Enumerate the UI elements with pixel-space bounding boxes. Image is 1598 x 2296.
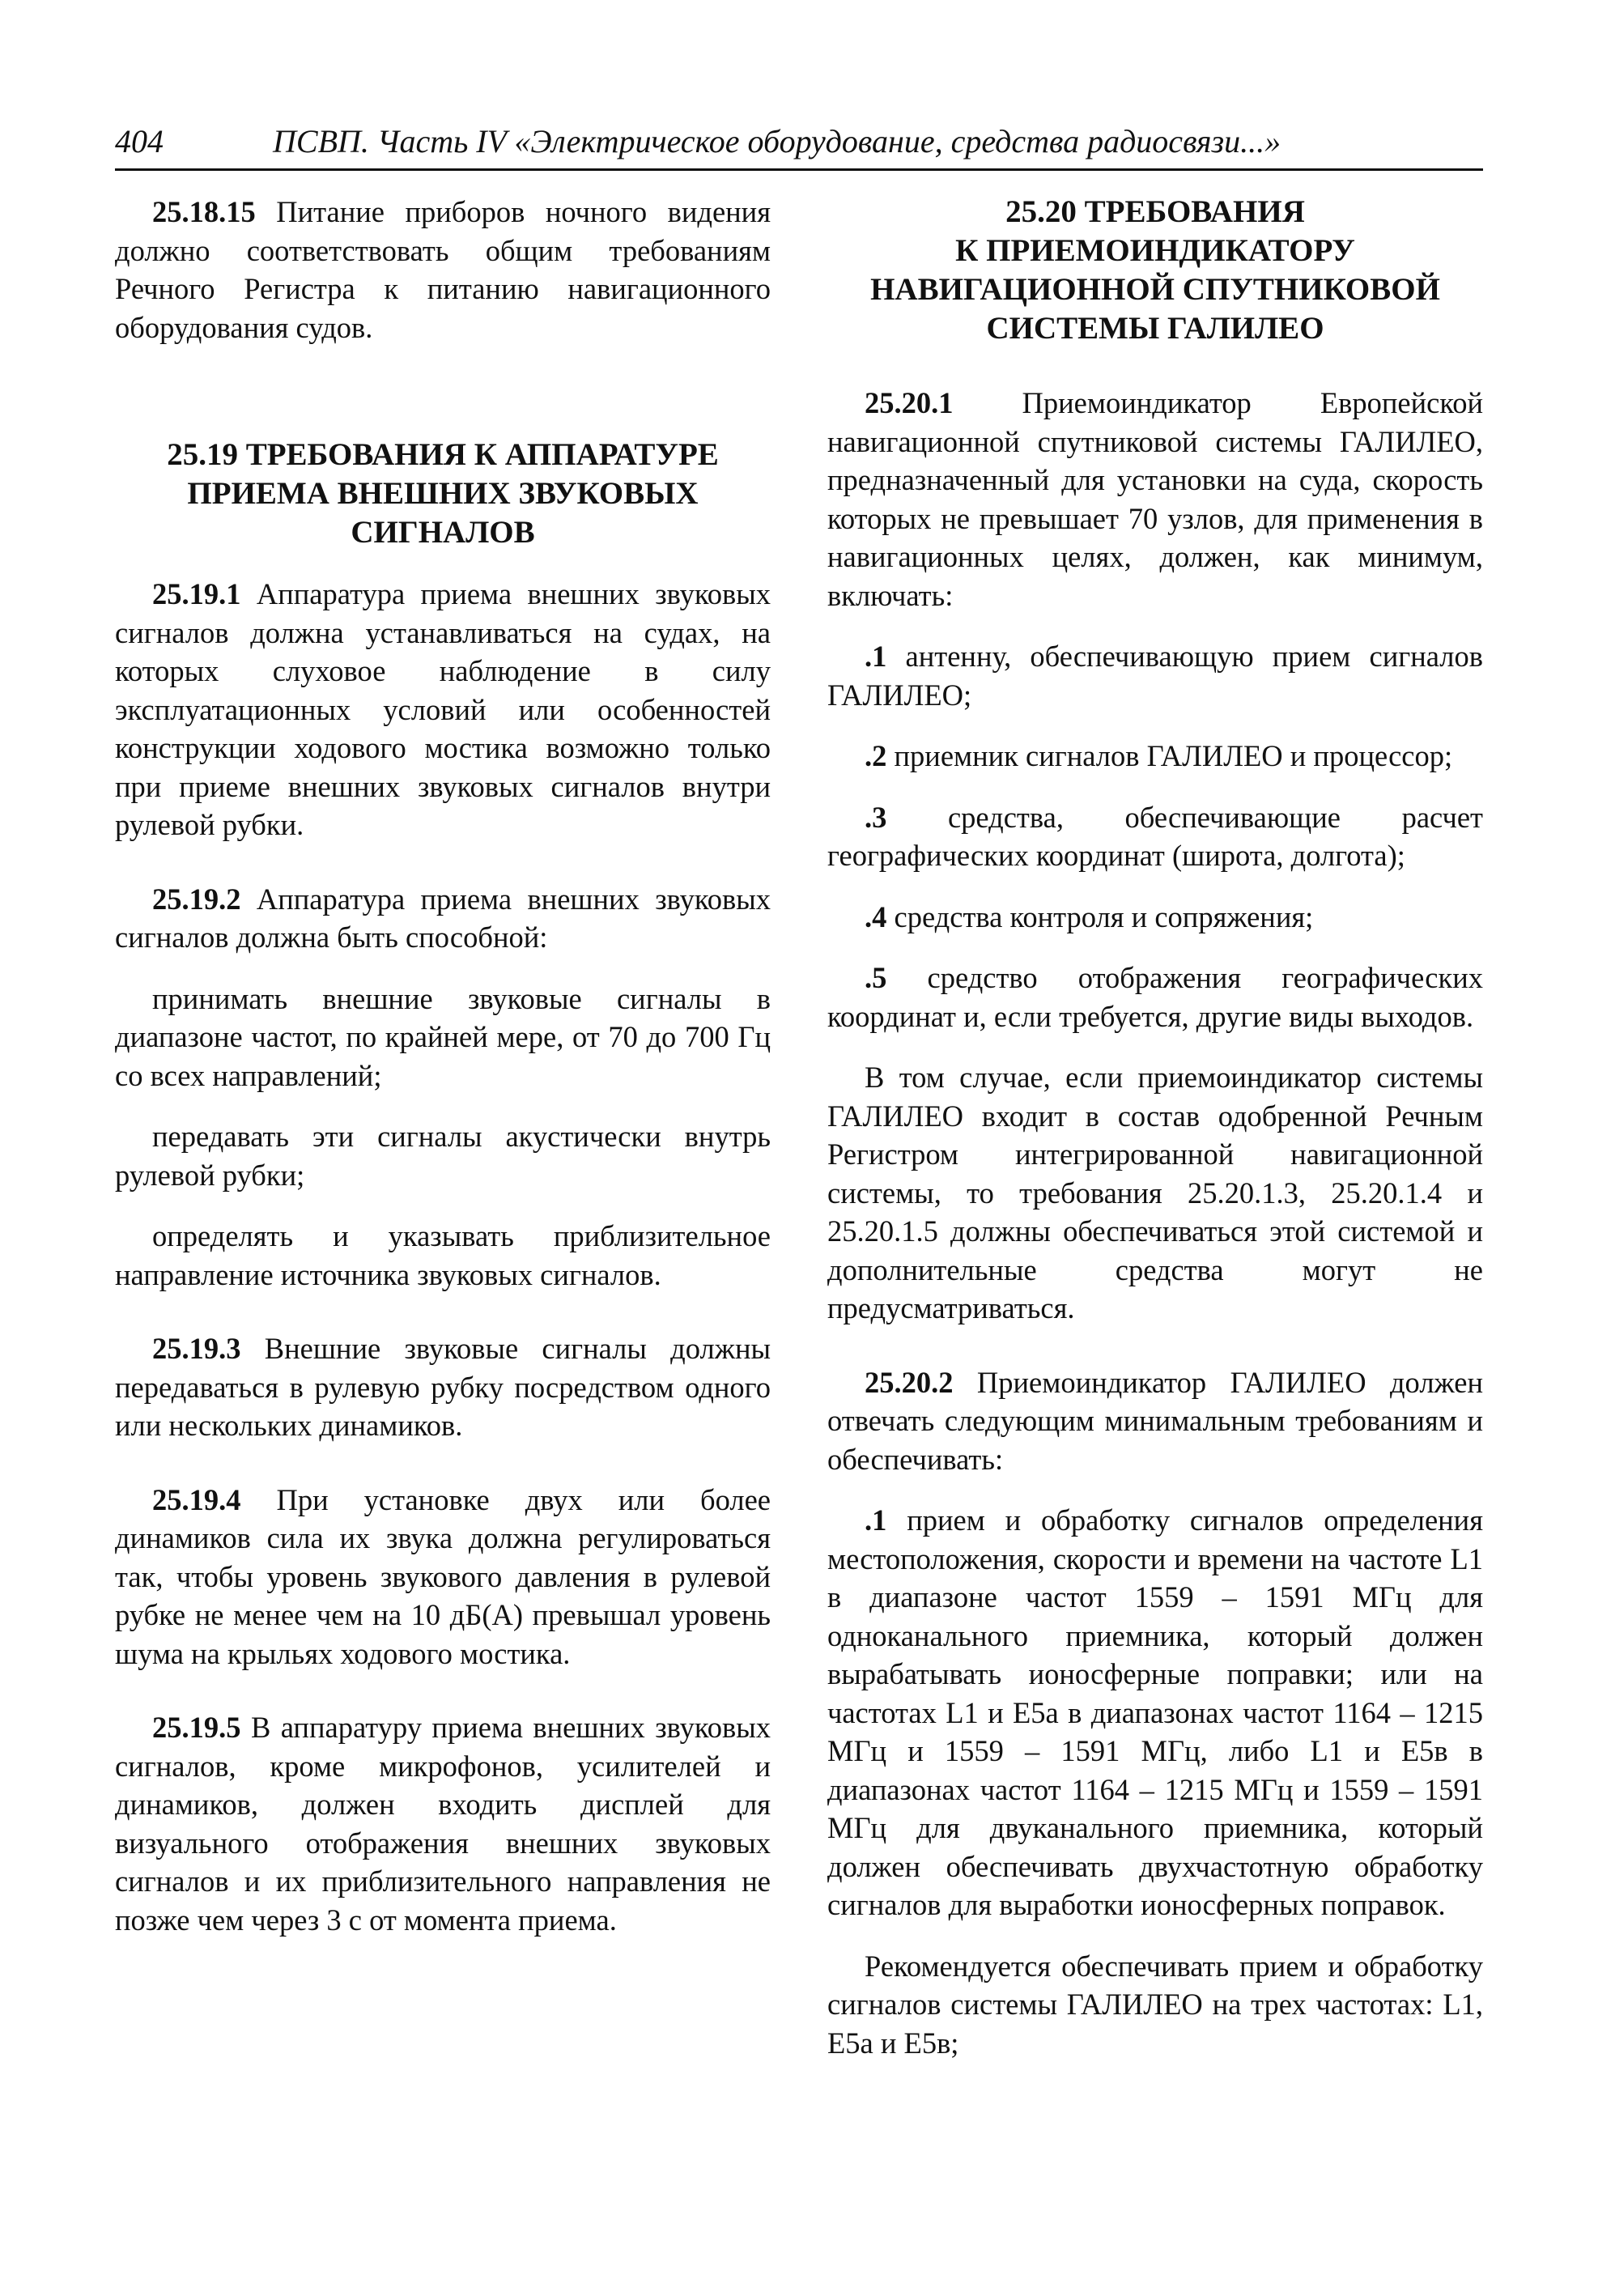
list-item: определять и указывать приблизительное направление источника звуковых сигналов. bbox=[115, 1219, 771, 1291]
clause-text: Питание приборов ночного видения должно соответствовать общим требованиям Речного Регистра к питанию навигационного оборудования судов. bbox=[115, 195, 771, 344]
clause-text: В аппаратуру приема внешних звуковых сигналов, кроме микрофонов, усилителей и динамиков, должен входить дисплей для визуального отображения внешних звуковых сигналов и их приблизительного направления не позже чем через 3 с от момента приема. bbox=[115, 1711, 771, 1937]
paragraph-25-20-2 bbox=[827, 1363, 1483, 1479]
clause-text: Аппаратура приема внешних звуковых сигналов должна быть способной: bbox=[115, 882, 771, 954]
list-item bbox=[827, 959, 1483, 1035]
item-text: прием и обработку сигналов определения местоположения, скорости и времени на частоте L1 в диапазоне частот 1559 – 1591 МГц для одноканального приемника, который должен вырабатывать ионосферные поправки; или на частотах L1 и E5a в диапазонах частот 1164 – 1215 МГц и 1559 – 1591 МГц, либо L1 и E5в в диапазонах частот 1164 – 1215 МГц и 1559 – 1591 МГц для двуканального приемника, который должен обеспечивать двухчастотную обработку сигналов для выработки ионосферных поправок. bbox=[827, 1503, 1483, 1921]
clause-number: 25.20.1 bbox=[865, 386, 954, 419]
clause-number: 25.18.15 bbox=[152, 195, 256, 228]
right-column bbox=[827, 193, 1483, 2062]
item-number: .1 bbox=[865, 1503, 887, 1537]
heading-line: СИСТЕМЫ ГАЛИЛЕО bbox=[986, 311, 1324, 346]
item-number: .3 bbox=[865, 800, 887, 834]
paragraph-25-19-2 bbox=[115, 880, 771, 957]
item-text: антенну, обеспечивающую прием сигналов ГАЛИЛЕО; bbox=[827, 640, 1483, 712]
paragraph-25-20-1 bbox=[827, 384, 1483, 614]
list-item bbox=[827, 798, 1483, 875]
paragraph-recommendation: Рекомендуется обеспечивать прием и обработку сигналов системы ГАЛИЛЕО на трех частотах: L1, E5a и E5в; bbox=[827, 1949, 1483, 2060]
section-heading-25-19 bbox=[115, 436, 771, 552]
list-item bbox=[827, 637, 1483, 714]
heading-line: ПРИЕМА ВНЕШНИХ ЗВУКОВЫХ bbox=[187, 476, 699, 511]
heading-line: 25.19 ТРЕБОВАНИЯ К АППАРАТУРЕ bbox=[167, 437, 719, 472]
clause-number: 25.19.4 bbox=[152, 1482, 241, 1516]
document-page bbox=[115, 121, 1484, 2060]
clause-text: Приемоиндикатор Европейской навигационной спутниковой системы ГАЛИЛЕО, предназначенный для установки на суда, скорость которых не превышает 70 узлов, для применения в навигационных целях, должен, как минимум, включать: bbox=[827, 386, 1483, 612]
clause-text: При установке двух или более динамиков сила их звука должна регулироваться так, чтобы уровень звукового давления в рулевой рубке не менее чем на 10 дБ(А) превышал уровень шума на крыльях ходового мостика. bbox=[115, 1482, 771, 1670]
section-heading-25-20 bbox=[827, 193, 1483, 348]
clause-number: 25.19.2 bbox=[152, 882, 241, 916]
paragraph-note: В том случае, если приемоиндикатор системы ГАЛИЛЕО входит в состав одобренной Речным Регистром интегрированной навигационной системы, то требования 25.20.1.3, 25.20.1.4 и 25.20.1.5 должны обеспечиваться этой системой и дополнительные средства могут не предусматриваться. bbox=[827, 1061, 1483, 1324]
item-text: средства контроля и сопряжения; bbox=[894, 899, 1314, 933]
clause-number: 25.20.2 bbox=[865, 1365, 954, 1399]
clause-number: 25.19.3 bbox=[152, 1332, 241, 1365]
item-text: средства, обеспечивающие расчет географических координат (широта, долгота); bbox=[827, 800, 1484, 872]
heading-line: 25.20 ТРЕБОВАНИЯ bbox=[1005, 194, 1305, 229]
clause-number: 25.19.5 bbox=[152, 1711, 241, 1744]
item-text: приемник сигналов ГАЛИЛЕО и процессор; bbox=[894, 739, 1453, 772]
heading-line: СИГНАЛОВ bbox=[351, 515, 535, 550]
item-number: .4 bbox=[865, 899, 887, 933]
clause-number: 25.19.1 bbox=[152, 577, 241, 610]
item-number: .2 bbox=[865, 739, 887, 772]
heading-line: К ПРИЕМОИНДИКАТОРУ bbox=[955, 233, 1355, 268]
item-text: средство отображения географических координат и, если требуется, другие виды выходов. bbox=[827, 961, 1483, 1033]
clause-text: Приемоиндикатор ГАЛИЛЕО должен отвечать следующим минимальным требованиям и обеспечивать: bbox=[827, 1365, 1484, 1476]
item-number: .5 bbox=[865, 961, 887, 994]
list-item: передавать эти сигналы акустически внутрь рулевой рубки; bbox=[115, 1120, 771, 1192]
left-column bbox=[115, 193, 771, 1939]
paragraph-25-19-4 bbox=[115, 1481, 771, 1673]
list-item bbox=[827, 898, 1483, 937]
heading-line: НАВИГАЦИОННОЙ СПУТНИКОВОЙ bbox=[870, 272, 1440, 307]
paragraph-25-19-5 bbox=[115, 1708, 771, 1939]
list-item: принимать внешние звуковые сигналы в диапазоне частот, по крайней мере, от 70 до 700 Гц со всех направлений; bbox=[115, 981, 771, 1092]
paragraph-25-19-1 bbox=[115, 575, 771, 844]
clause-text: Аппаратура приема внешних звуковых сигналов должна устанавливаться на судах, на которых слуховое наблюдение в силу эксплуатационных условий или особенностей конструкции ходового мостика возможно только при приеме внешних звуковых сигналов внутри рулевой рубки. bbox=[115, 577, 771, 841]
paragraph-25-18-15 bbox=[115, 193, 771, 347]
header-rule bbox=[115, 168, 1483, 171]
page-number: 404 bbox=[115, 123, 164, 159]
list-item bbox=[827, 737, 1483, 776]
list-item bbox=[827, 1501, 1483, 1924]
item-number: .1 bbox=[865, 640, 887, 673]
clause-text: Внешние звуковые сигналы должны передаваться в рулевую рубку посредством одного или нескольких динамиков. bbox=[115, 1332, 771, 1442]
running-title: ПСВП. Часть IV «Электрическое оборудование, средства радиосвязи...» bbox=[273, 123, 1281, 159]
running-header bbox=[115, 121, 1483, 170]
paragraph-25-19-3 bbox=[115, 1329, 771, 1445]
